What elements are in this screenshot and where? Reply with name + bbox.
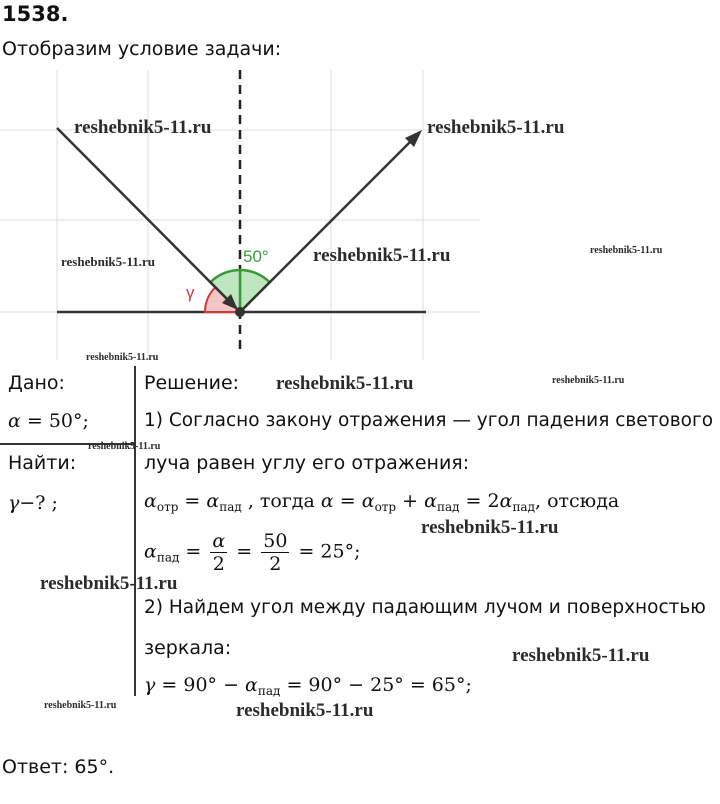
watermark: reshebnik5-11.ru <box>61 254 156 269</box>
watermark: reshebnik5-11.ru <box>427 117 565 138</box>
step1-line1: 1) Согласно закону отражения — угол падения светового <box>144 410 714 431</box>
incidence-point <box>235 307 245 317</box>
step2-line2: зеркала: <box>144 637 232 659</box>
equation-2: $\alpha_{пад}$ = $\frac{\alpha}{2}$ = $\frac{50}{2}$ = 25°; <box>144 530 361 575</box>
incident-ray <box>57 128 236 308</box>
answer: Ответ: 65°. <box>2 756 115 778</box>
reflected-ray <box>240 140 412 312</box>
angle-50-label: 50° <box>243 247 269 266</box>
watermark: reshebnik5-11.ru <box>86 352 159 363</box>
equation-3: $\gamma = 90^\circ - \alpha_{пад} = 90^\circ - 25^\circ = 65^\circ$; <box>144 674 472 698</box>
watermark: reshebnik5-11.ru <box>88 441 161 452</box>
watermark: reshebnik5-11.ru <box>74 117 212 138</box>
watermark: reshebnik5-11.ru <box>313 245 451 266</box>
watermark: reshebnik5-11.ru <box>512 645 650 666</box>
intro-text: Отобразим условие задачи: <box>2 38 282 60</box>
step1-line2: луча равен углу его отражения: <box>144 452 470 474</box>
watermark: reshebnik5-11.ru <box>44 700 117 711</box>
watermark: reshebnik5-11.ru <box>421 517 559 538</box>
find-label: Найти: <box>8 452 77 474</box>
given-label: Дано: <box>8 372 65 394</box>
watermark: reshebnik5-11.ru <box>40 573 178 594</box>
watermark: reshebnik5-11.ru <box>236 700 374 721</box>
gamma-label: γ <box>186 283 195 302</box>
solution-label: Решение: <box>144 372 240 394</box>
watermark: reshebnik5-11.ru <box>552 375 625 386</box>
equation-1: $\alpha_{отр} = \alpha_{пад}$ , тогда $\alpha = \alpha_{отр} + \alpha_{пад} = 2\alpha_{пад}$, отсюда <box>144 490 620 514</box>
problem-number: 1538. <box>2 2 69 26</box>
vertical-divider <box>134 366 136 696</box>
reflection-figure <box>0 70 480 360</box>
watermark: reshebnik5-11.ru <box>590 245 663 256</box>
find-value: γ−? ; <box>8 492 58 514</box>
given-value: α = 50°; <box>8 410 89 432</box>
step2-line1: 2) Найдем угол между падающим лучом и поверхностью <box>144 597 706 618</box>
green-angle-sector <box>240 270 270 312</box>
watermark: reshebnik5-11.ru <box>276 373 414 394</box>
